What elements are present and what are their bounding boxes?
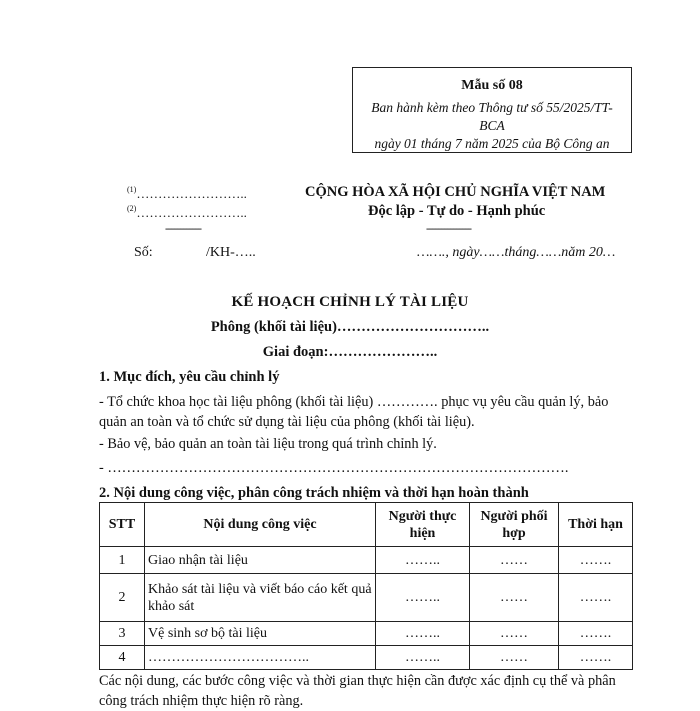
row-stt: 1 [100, 547, 145, 574]
row-stt: 3 [100, 622, 145, 646]
row-coordinator: …… [470, 646, 559, 670]
section-1-item-1: - Tổ chức khoa học tài liệu phông (khối tài liệu) …………. phục vụ yêu cầu quản lý, bảo quản an toàn và tổ chức sử dụng tài liệu của phông (khối tài liệu). [99, 394, 609, 430]
org-1-marker: (1) [127, 185, 137, 194]
col-stt: STT [100, 503, 145, 547]
issued-by-line-3: ngày 01 tháng 7 năm 2025 của Bộ Công an [374, 136, 610, 151]
phase-line: Giai đoạn:………………….. [262, 344, 438, 360]
col-executor: Người thực hiện [376, 503, 470, 547]
org-2-marker: (2) [127, 204, 137, 213]
section-1-item-2: - Bảo vệ, bảo quản an toàn tài liệu trong quá trình chỉnh lý. [99, 436, 437, 452]
row-deadline: ……. [559, 574, 633, 622]
table-row [100, 646, 633, 670]
row-stt: 2 [100, 574, 145, 622]
form-number: Mẫu số 08 [461, 78, 523, 93]
row-task: Giao nhận tài liệu [145, 547, 376, 574]
row-task: …………………………….. [145, 646, 376, 670]
table-row [100, 574, 633, 622]
section-1-heading: 1. Mục đích, yêu cầu chỉnh lý [99, 369, 280, 385]
row-deadline: ……. [559, 622, 633, 646]
issued-by-line-2: BCA [479, 118, 505, 133]
col-coordinator: Người phối hợp [470, 503, 559, 547]
task-table [99, 502, 633, 670]
row-stt: 4 [100, 646, 145, 670]
row-executor: …….. [376, 646, 470, 670]
org-divider: ------------ [165, 221, 201, 235]
fonds-line: Phông (khối tài liệu)………………………….. [210, 319, 490, 335]
national-motto: Độc lập - Tự do - Hạnh phúc [368, 203, 546, 219]
row-coordinator: …… [470, 547, 559, 574]
org-1 [127, 185, 247, 202]
motto-divider: --------------- [426, 221, 471, 235]
row-coordinator: …… [470, 622, 559, 646]
row-task: Vệ sinh sơ bộ tài liệu [145, 622, 376, 646]
table-row [100, 622, 633, 646]
table-header-row [100, 503, 633, 547]
country-name: CỘNG HÒA XÃ HỘI CHỦ NGHĨA VIỆT NAM [305, 184, 606, 200]
document-title: KẾ HOẠCH CHỈNH LÝ TÀI LIỆU [231, 294, 469, 310]
issued-by-line-1: Ban hành kèm theo Thông tư số 55/2025/TT- [371, 100, 613, 115]
col-deadline: Thời hạn [559, 503, 633, 547]
doc-number-code: /KH-….. [206, 245, 256, 260]
row-executor: …….. [376, 574, 470, 622]
org-1-placeholder: …………………….. [136, 186, 247, 201]
row-deadline: ……. [559, 547, 633, 574]
row-executor: …….. [376, 622, 470, 646]
org-2 [127, 204, 247, 221]
place-date: ……., ngày……tháng……năm 20… [417, 245, 616, 260]
form-number-box [352, 67, 632, 153]
doc-number-label: Số: [134, 245, 153, 260]
row-coordinator: …… [470, 574, 559, 622]
row-deadline: ……. [559, 646, 633, 670]
row-task: Khảo sát tài liệu và viết báo cáo kết quả khảo sát [145, 574, 376, 622]
row-executor: …….. [376, 547, 470, 574]
section-2-heading: 2. Nội dung công việc, phân công trách nhiệm và thời hạn hoàn thành [99, 485, 529, 501]
section-1-item-3: - ……………………………………………………………………………………. [99, 460, 569, 476]
col-task: Nội dung công việc [145, 503, 376, 547]
org-2-placeholder: …………………….. [136, 205, 247, 220]
section-2-note: Các nội dung, các bước công việc và thời gian thực hiện cần được xác định cụ thể và phân công trách nhiệm thực hiện rõ ràng. [99, 673, 616, 709]
table-row [100, 547, 633, 574]
